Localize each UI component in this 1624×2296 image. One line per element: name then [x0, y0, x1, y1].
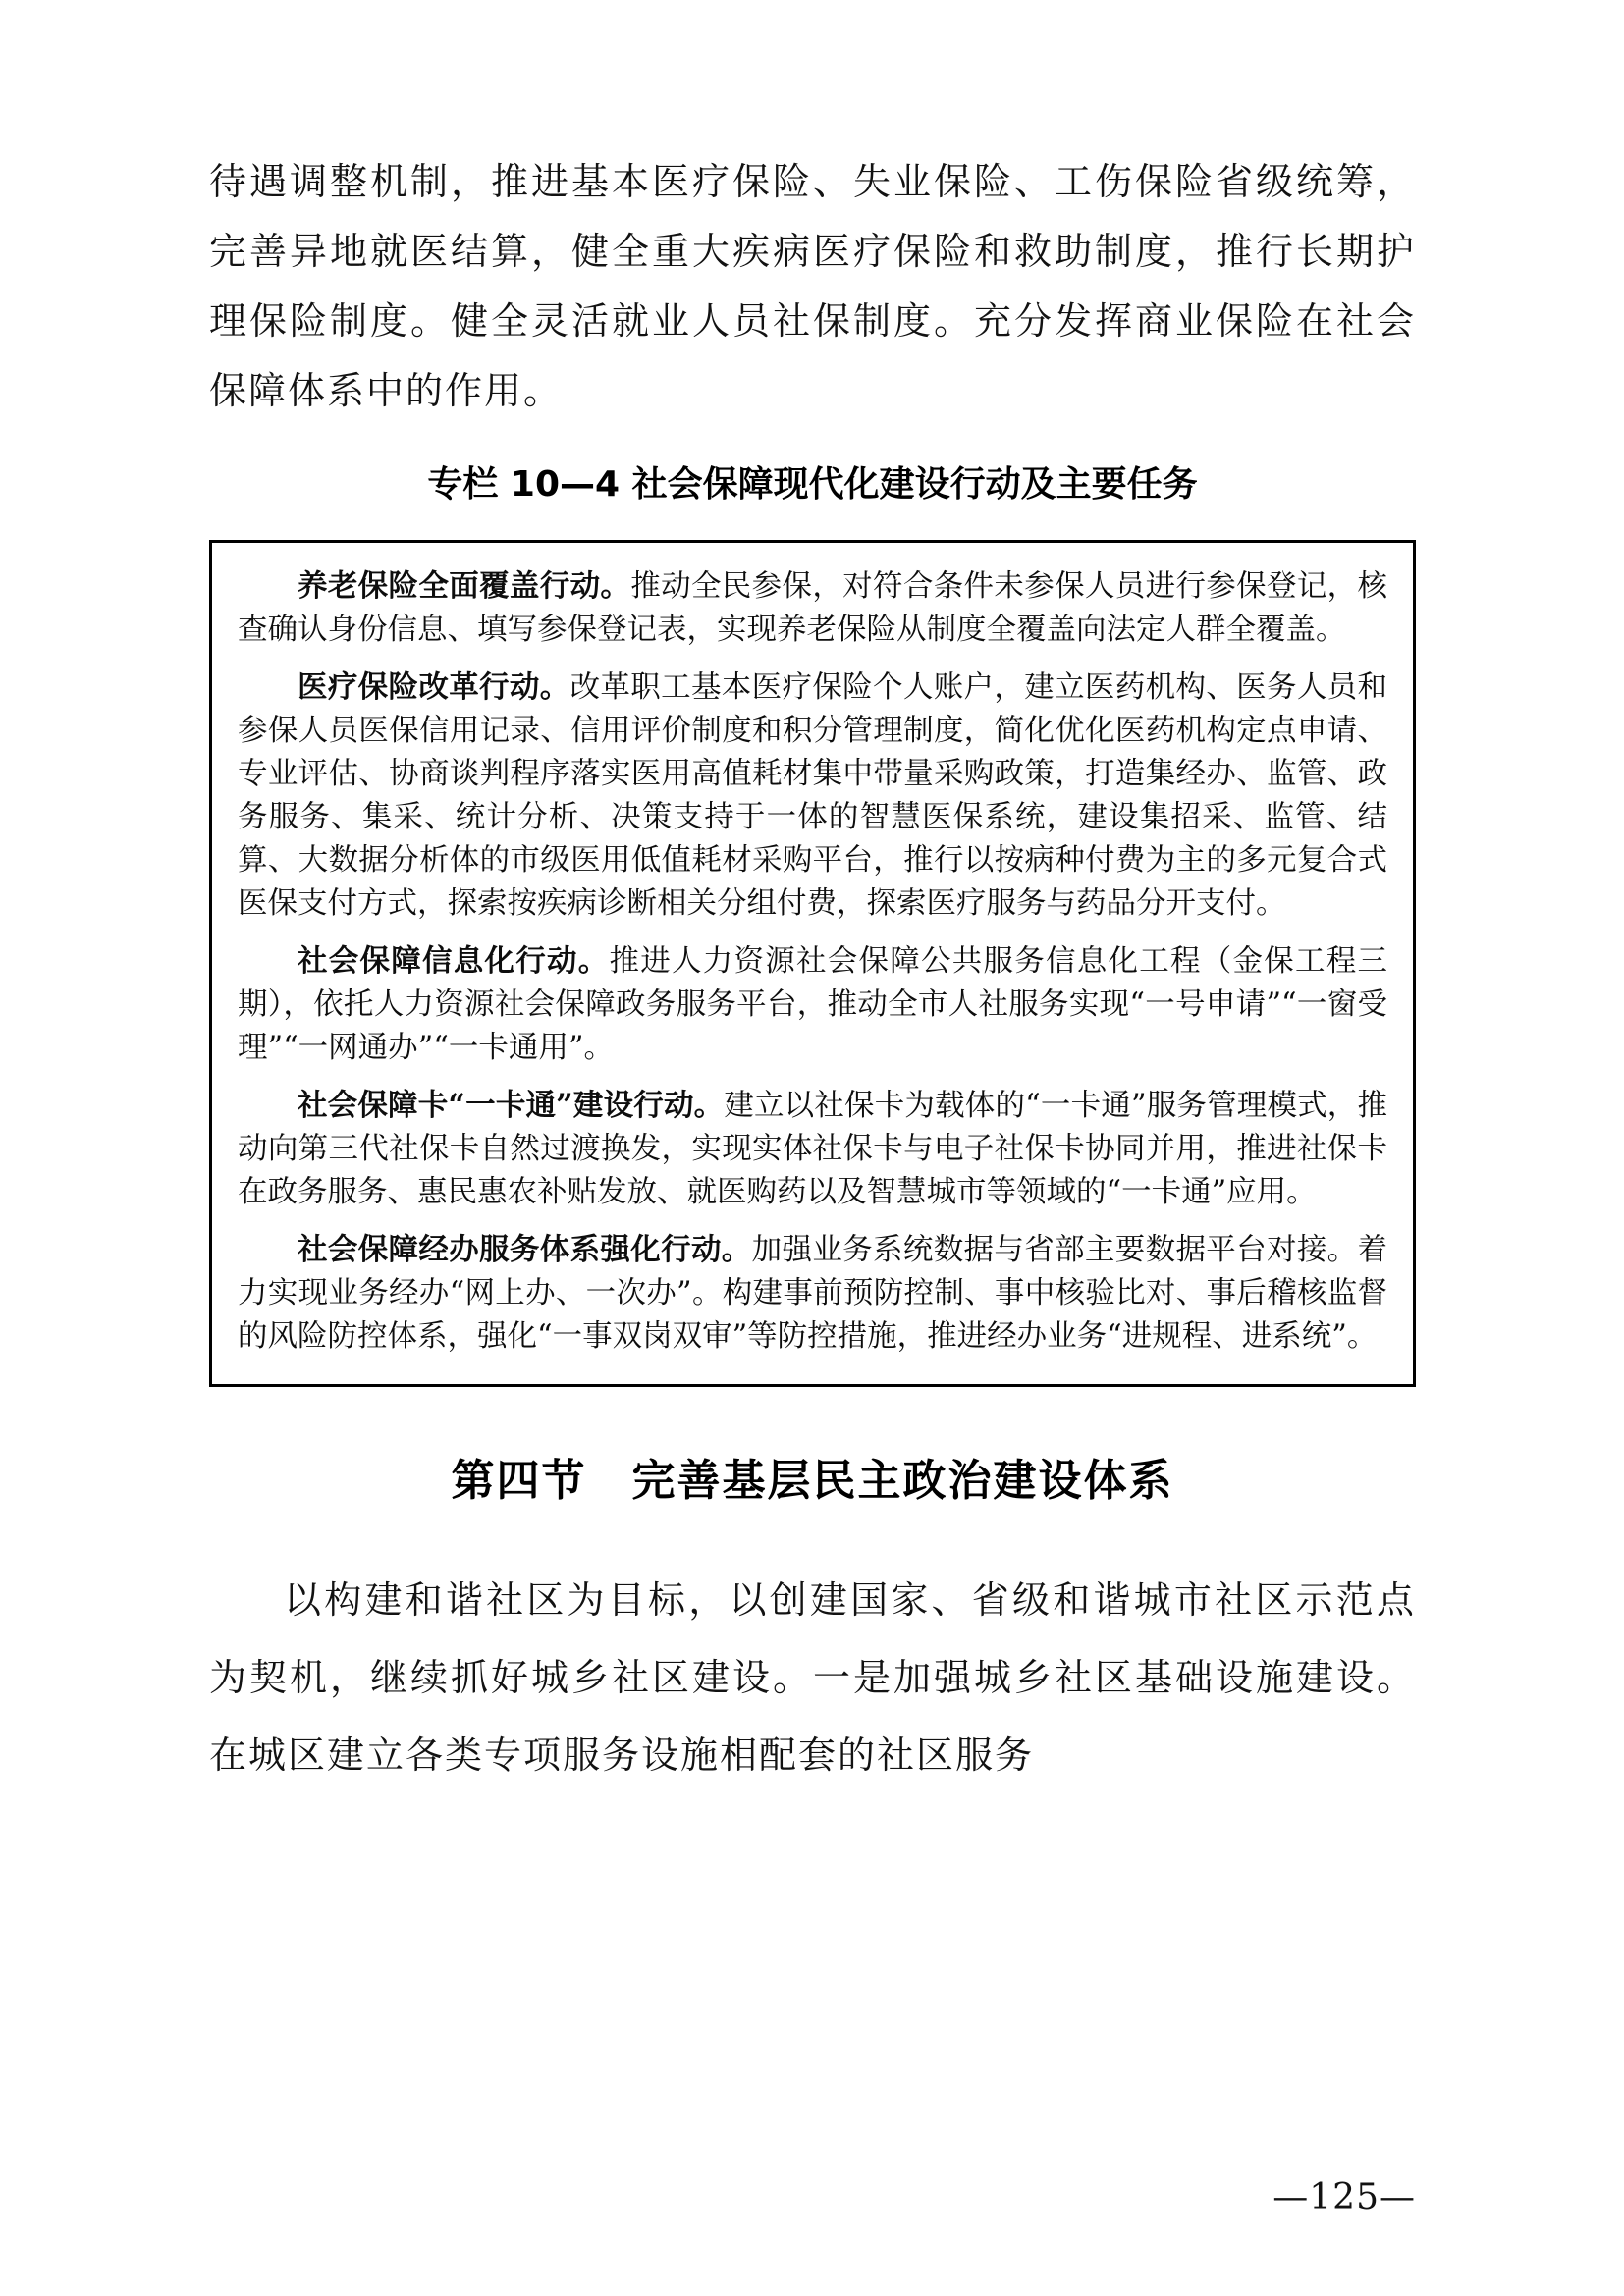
feature-box-title: 专栏 10—4 社会保障现代化建设行动及主要任务 — [427, 464, 1198, 505]
feature-box — [209, 540, 1416, 1387]
box-item-card-label: 社会保障卡“一卡通”建设行动。 — [298, 1088, 725, 1123]
box-item-medical — [238, 666, 1387, 926]
section-heading: 第四节 完善基层民主政治建设体系 — [451, 1456, 1174, 1506]
box-item-informatization-text: 推进人力资源社会保障公共服务信息化工程（金保工程三期），依托人力资源社会保障政务服务平台，推动全市人社服务实现“一号申请”“一窗受理”“一网通办”“一卡通用”。 — [238, 944, 1387, 1065]
box-item-card — [238, 1084, 1387, 1214]
box-item-pension — [238, 564, 1387, 652]
page-content — [209, 147, 1416, 1794]
box-item-card-text: 建立以社保卡为载体的“一卡通”服务管理模式，推动向第三代社保卡自然过渡换发，实现实体社保卡与电子社保卡协同并用，推进社保卡在政务服务、惠民惠农补贴发放、就医购药以及智慧城市等领域的“一卡通”应用。 — [238, 1089, 1387, 1209]
intro-paragraph: 待遇调整机制，推进基本医疗保险、失业保险、工伤保险省级统筹，完善异地就医结算，健全重大疾病医疗保险和救助制度，推行长期护理保险制度。健全灵活就业人员社保制度。充分发挥商业保险在社会保障体系中的作用。 — [209, 160, 1416, 412]
box-item-pension-label: 养老保险全面覆盖行动。 — [298, 568, 631, 604]
box-item-pension-text: 推动全民参保，对符合条件未参保人员进行参保登记，核查确认身份信息、填写参保登记表，实现养老保险从制度全覆盖向法定人群全覆盖。 — [238, 569, 1388, 647]
page-number: —125— — [1272, 2177, 1416, 2217]
box-item-service-system — [238, 1228, 1387, 1359]
box-item-medical-text: 改革职工基本医疗保险个人账户，建立医药机构、医务人员和参保人员医保信用记录、信用评价制度和积分管理制度，简化优化医药机构定点申请、专业评估、协商谈判程序落实医用高值耗材集中带量采购政策，打造集经办、监管、政务服务、集采、统计分析、决策支持于一体的智慧医保系统，建设集招采、监管、结算、大数据分析体的市级医用低值耗材采购平台，推行以按病种付费为主的多元复合式医保支付方式，探索按疾病诊断相关分组付费，探索医疗服务与药品分开支付。 — [238, 670, 1388, 921]
box-item-informatization — [238, 939, 1387, 1070]
closing-paragraph: 以构建和谐社区为目标，以创建国家、省级和谐城市社区示范点为契机，继续抓好城乡社区建设。一是加强城乡社区基础设施建设。在城区建立各类专项服务设施相配套的社区服务 — [209, 1578, 1416, 1777]
box-item-service-system-text: 加强业务系统数据与省部主要数据平台对接。着力实现业务经办“网上办、一次办”。构建事前预防控制、事中核验比对、事后稽核监督的风险防控体系，强化“一事双岗双审”等防控措施，推进经办业务“进规程、进系统”。 — [238, 1233, 1388, 1354]
box-item-informatization-label: 社会保障信息化行动。 — [298, 943, 610, 979]
box-item-medical-label: 医疗保险改革行动。 — [298, 669, 570, 705]
box-item-service-system-label: 社会保障经办服务体系强化行动。 — [298, 1232, 752, 1267]
